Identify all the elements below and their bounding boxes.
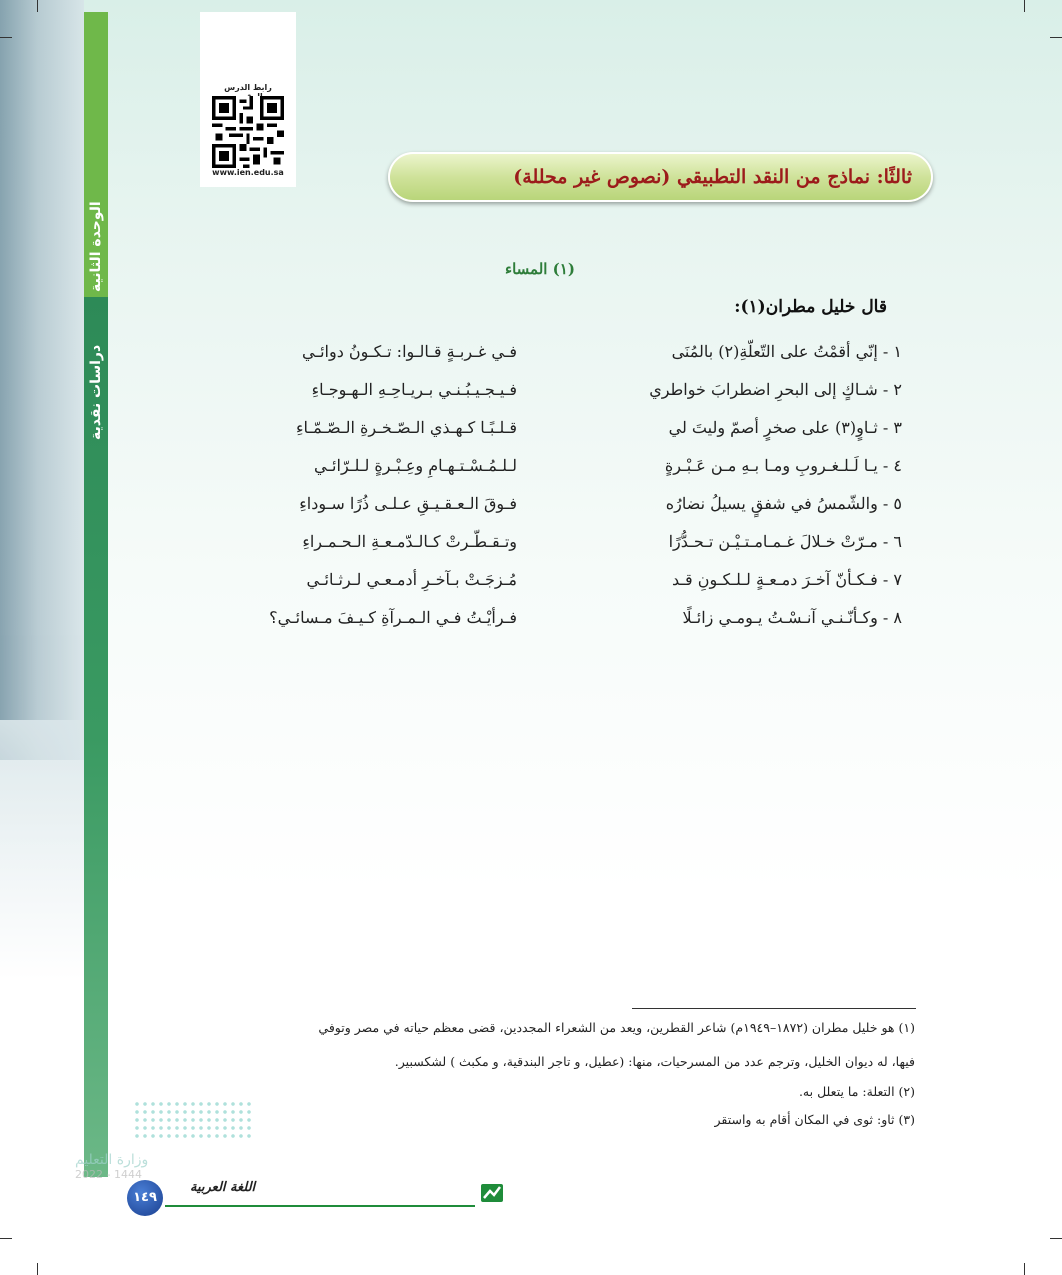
verse-7-right: ٧ - فـكـأنّ آخـرَ دمـعـةٍ لـلـكـونِ قـد bbox=[671, 570, 902, 589]
footnote-1-line-1: (١) هو خليل مطران (١٨٧٢–١٩٤٩م) شاعر القطرين، ويعد من الشعراء المجددين، قضى معظم حياته في مصر وتوفي bbox=[318, 1020, 915, 1035]
ministry-name: وزارة التعليم bbox=[75, 1152, 149, 1168]
verse-4-right: ٤ - يـا لَـلـغـروبِ ومـا بـهِ مـن عَـبْـرةٍ bbox=[664, 456, 902, 475]
verse-5-right: ٥ - والشّمسُ في شفقٍ يسيلُ نضارُه bbox=[665, 494, 902, 513]
footnote-3: (٣) ثاو: ثوى في المكان أقام به واستقر bbox=[714, 1112, 915, 1127]
verse-1-left: فـي غـربـةٍ قـالـوا: تـكـونُ دوائـي bbox=[302, 342, 517, 361]
verse-3-right: ٣ - ثـاوٍ(٣) على صخرٍ أصمّ وليتَ لي bbox=[668, 418, 902, 437]
verse-5-left: فـوقَ الـعـقـيـقِ عـلـى ذُرًا سـوداءِ bbox=[299, 494, 517, 513]
footer-subject: اللغة العربية bbox=[190, 1180, 256, 1195]
crop-mark bbox=[1024, 0, 1025, 12]
qr-url[interactable]: www.ien.edu.sa bbox=[212, 168, 284, 177]
crop-mark bbox=[0, 1238, 12, 1239]
mosque-photo-strip bbox=[0, 0, 84, 760]
crop-mark bbox=[37, 1263, 38, 1275]
qr-title: رابط الدرس bbox=[224, 83, 272, 92]
verse-4-left: لـلـمُـسْـتـهـامِ وعِـبْـرةٍ لـلـرّائـي bbox=[314, 456, 517, 475]
crop-mark bbox=[0, 37, 12, 38]
verse-6-left: وتـقـطّـرتْ كـالـدّمـعـةِ الـحـمـراءِ bbox=[302, 532, 517, 551]
verse-2-left: فـيـجـيـبُـنـي بـريـاحِـهِ الـهـوجـاءِ bbox=[311, 380, 517, 399]
section-heading: ثالثًا: نماذج من النقد التطبيقي (نصوص غير محللة) bbox=[513, 166, 912, 188]
crop-mark bbox=[1050, 1238, 1062, 1239]
footnote-1-line-2: فيها، له ديوان الخليل، وترجم عدد من المسرحيات، منها: (عطيل، و تاجر البندقية، و مكبث ) لشكسبير. bbox=[394, 1054, 915, 1069]
book-logo-icon bbox=[480, 1181, 504, 1205]
footnote-2: (٢) التعلة: ما يتعلل به. bbox=[798, 1084, 915, 1099]
verse-8-right: ٨ - وكـأنّـنـي آنـسْـتُ يـومـي زائـلًا bbox=[682, 608, 902, 627]
verse-1-right: ١ - إنّي أقمْتُ على التّعلّةِ(٢) بالمُنَى bbox=[671, 342, 902, 361]
verse-8-left: فـرأيْـتُ فـي الـمـرآةِ كـيـفَ مـسائـي؟ bbox=[269, 608, 517, 627]
poem-intro: قال خليل مطران(١): bbox=[734, 297, 887, 317]
qr-code-icon[interactable] bbox=[212, 96, 284, 168]
verse-7-left: مُـزجَـتْ بـآخـرِ أدمـعـي لـرثـائـي bbox=[306, 570, 517, 589]
ministry-logo-icon bbox=[133, 1100, 253, 1138]
page-number: ١٤٩ bbox=[127, 1180, 163, 1216]
footnote-divider bbox=[632, 1008, 916, 1009]
verse-3-left: قـلـبًـا كـهـذي الـصّـخـرةِ الـصّـمّـاءِ bbox=[296, 418, 517, 437]
crop-mark bbox=[1050, 37, 1062, 38]
footer-rule bbox=[165, 1205, 475, 1207]
ministry-year: 2022 - 1444 bbox=[75, 1168, 142, 1181]
section-label: دراسات نقدية bbox=[88, 344, 104, 440]
crop-mark bbox=[37, 0, 38, 12]
poem-title: (١) المساء bbox=[505, 260, 575, 278]
verse-2-right: ٢ - شـاكٍ إلى البحرِ اضطرابَ خواطري bbox=[649, 380, 902, 399]
unit-label: الوحدة الثانية bbox=[88, 201, 104, 292]
crop-mark bbox=[1024, 1263, 1025, 1275]
verse-6-right: ٦ - مـرّتْ خـلالَ غـمـامـتـيْـن تـحـدُّرًا bbox=[668, 532, 902, 551]
